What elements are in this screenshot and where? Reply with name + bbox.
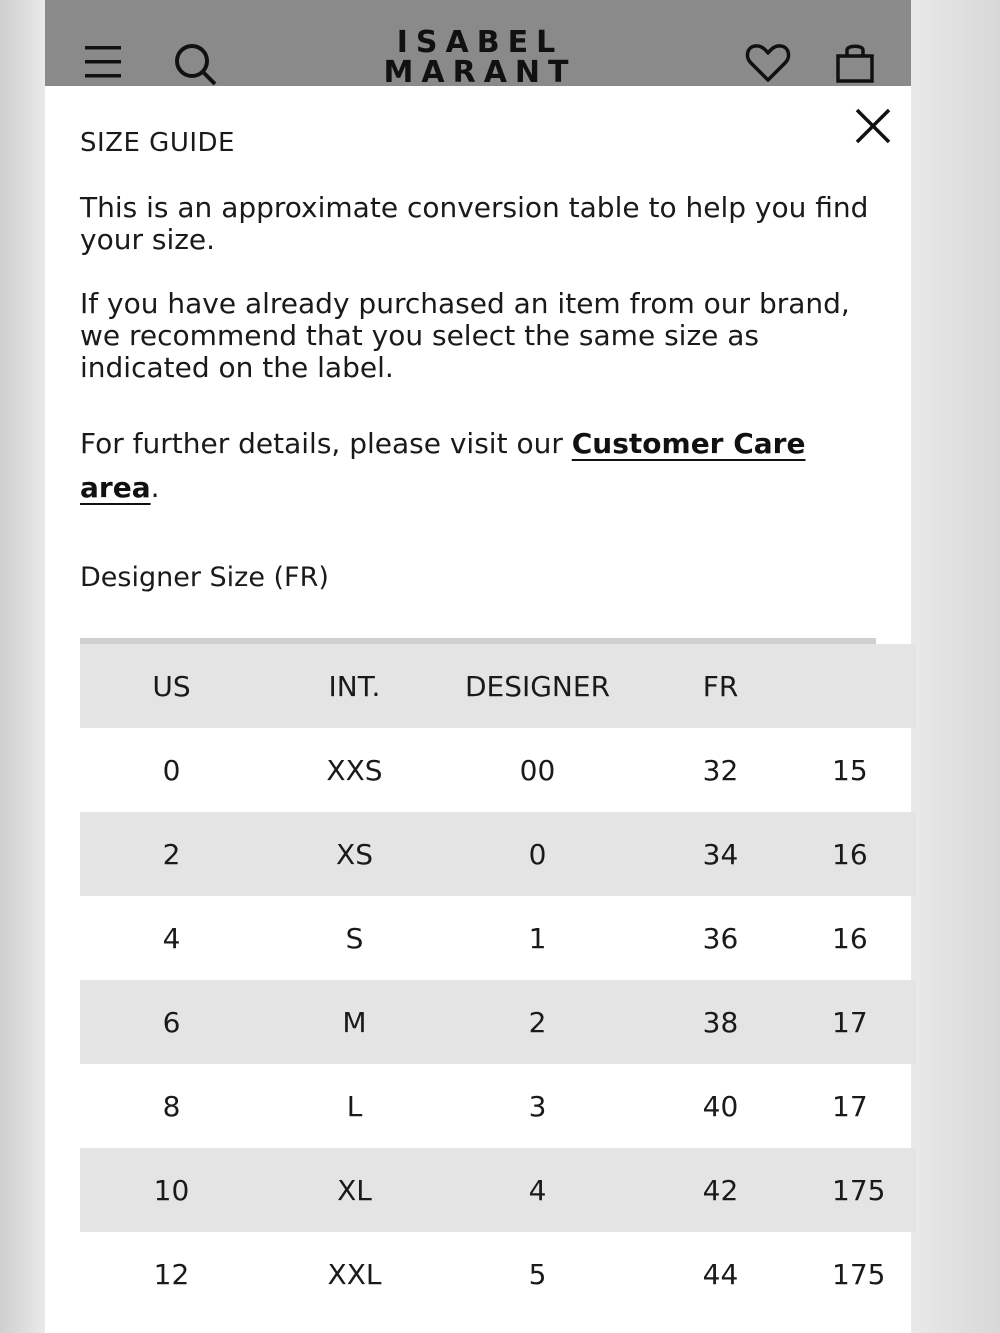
- cell-us: 2: [80, 812, 263, 896]
- cell-us: 10: [80, 1148, 263, 1232]
- close-icon[interactable]: [851, 104, 895, 148]
- cell-designer: 4: [446, 1148, 629, 1232]
- cell-int: M: [263, 980, 446, 1064]
- cell-designer: 00: [519, 753, 556, 787]
- column-header-int: INT.: [263, 644, 446, 728]
- cell-us: 0: [162, 753, 181, 787]
- customer-care-link[interactable]: Customer Care area: [80, 427, 806, 504]
- size-conversion-table: [80, 644, 916, 1316]
- column-header-us: US: [80, 644, 263, 728]
- cell-int: XL: [263, 1148, 446, 1232]
- site-header: [45, 0, 911, 90]
- cell-designer: 0: [446, 812, 629, 896]
- purchase-advice-paragraph: If you have already purchased an item from our brand, we recommend that you select the same size as indicated on the label.: [80, 287, 850, 384]
- hamburger-menu-icon[interactable]: [83, 42, 123, 82]
- cell-fr: 36: [702, 921, 739, 955]
- cell-us: 6: [80, 980, 263, 1064]
- customer-care-suffix: .: [150, 471, 160, 504]
- cell-designer: 3: [528, 1089, 547, 1123]
- cell-int: L: [346, 1089, 363, 1123]
- size-guide-screen: [45, 0, 911, 1333]
- table-row: [80, 896, 916, 980]
- size-guide-title: SIZE GUIDE: [80, 128, 235, 158]
- cell-extra: 175: [812, 1148, 916, 1232]
- table-row: [80, 1148, 916, 1232]
- table-row: [80, 728, 916, 812]
- cell-int: XXS: [326, 753, 383, 787]
- intro-paragraph: This is an approximate conversion table to help you find your size.: [80, 191, 869, 256]
- cell-us: 4: [162, 921, 181, 955]
- column-header-extra: [812, 644, 916, 728]
- table-row: [80, 980, 916, 1064]
- column-header-fr: FR: [629, 644, 812, 728]
- shopping-bag-icon[interactable]: [835, 42, 875, 84]
- logo-line-1: ISABEL: [396, 25, 564, 60]
- cell-fr: 40: [702, 1089, 739, 1123]
- brand-logo[interactable]: [345, 25, 615, 90]
- cell-us: 12: [153, 1257, 190, 1291]
- cell-int: XS: [263, 812, 446, 896]
- table-row: [80, 1232, 916, 1316]
- cell-fr: 34: [629, 812, 812, 896]
- cell-extra: 17: [812, 980, 916, 1064]
- cell-fr: 32: [702, 753, 739, 787]
- customer-care-prefix: For further details, please visit our: [80, 427, 572, 460]
- cell-us: 8: [162, 1089, 181, 1123]
- column-header-designer: DESIGNER: [446, 644, 629, 728]
- designer-size-heading: Designer Size (FR): [80, 562, 329, 593]
- table-row: [80, 1064, 916, 1148]
- cell-fr: 38: [629, 980, 812, 1064]
- logo-line-2: MARANT: [383, 55, 577, 90]
- cell-designer: 5: [528, 1257, 547, 1291]
- size-table-container[interactable]: [80, 638, 886, 1316]
- cell-extra: 17: [832, 1089, 868, 1123]
- customer-care-paragraph: [80, 422, 870, 510]
- table-header-row: [80, 644, 916, 728]
- cell-int: S: [345, 921, 364, 955]
- search-icon[interactable]: [173, 42, 217, 86]
- cell-extra: 175: [832, 1257, 886, 1291]
- cell-designer: 1: [528, 921, 547, 955]
- cell-extra: 16: [812, 812, 916, 896]
- cell-fr: 44: [702, 1257, 739, 1291]
- heart-icon[interactable]: [745, 42, 791, 84]
- cell-fr: 42: [629, 1148, 812, 1232]
- cell-extra: 15: [832, 753, 868, 787]
- cell-extra: 16: [832, 921, 868, 955]
- table-row: [80, 812, 916, 896]
- cell-int: XXL: [327, 1257, 382, 1291]
- cell-designer: 2: [446, 980, 629, 1064]
